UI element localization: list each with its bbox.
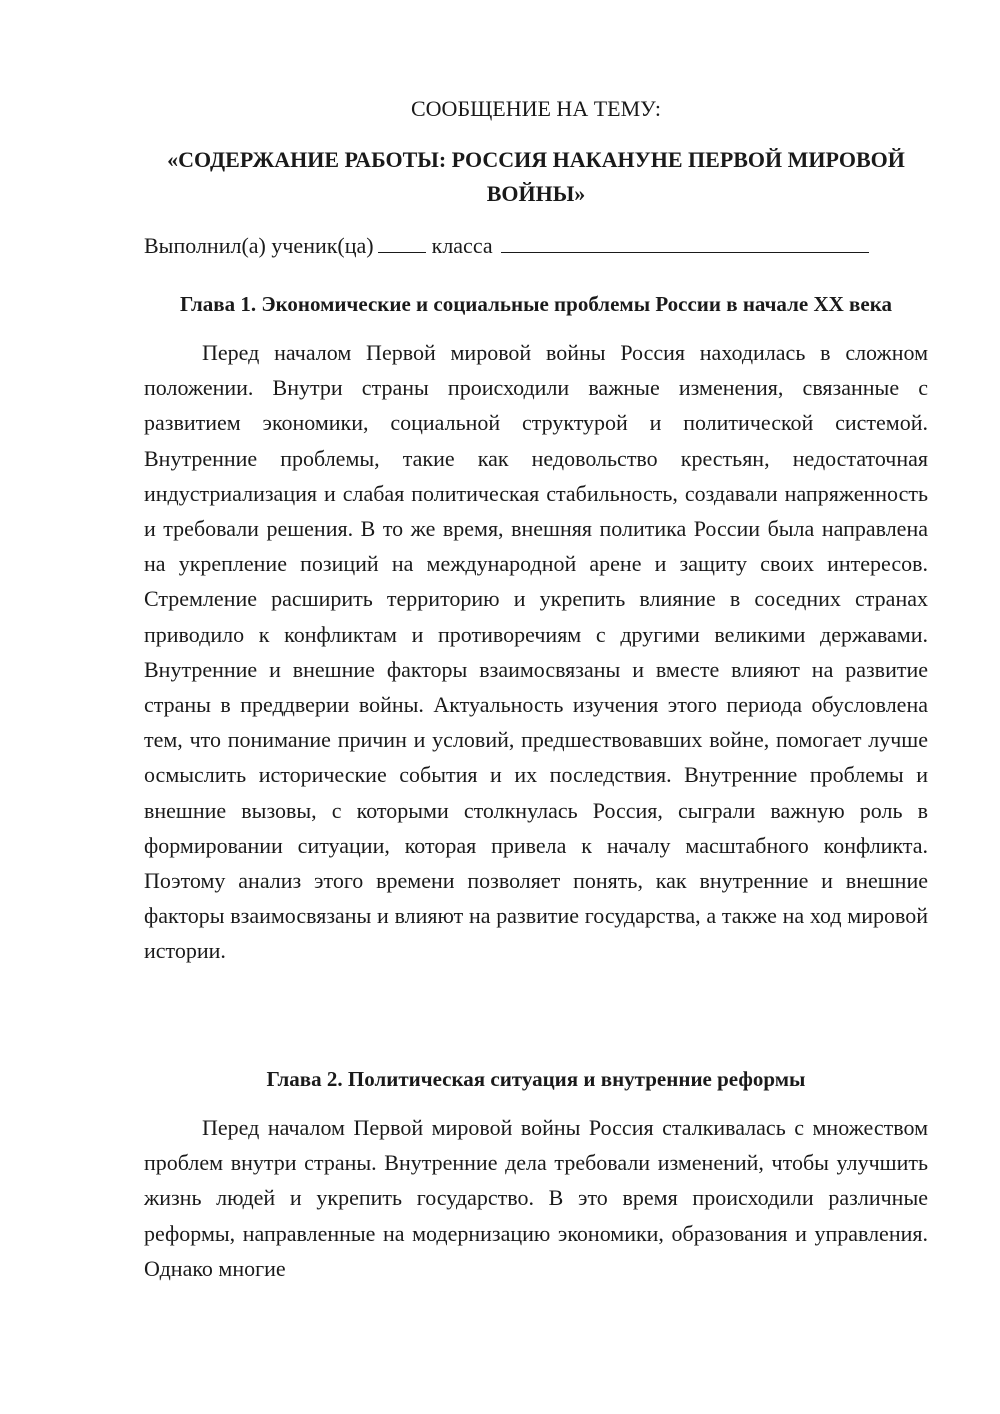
chapter-2-heading: Глава 2. Политическая ситуация и внутренние реформы xyxy=(266,1067,806,1091)
document-title xyxy=(144,143,928,211)
author-line xyxy=(144,231,928,261)
report-label: СООБЩЕНИЕ НА ТЕМУ: xyxy=(411,96,661,121)
name-blank-field[interactable] xyxy=(501,231,869,253)
performed-by-label: Выполнил(а) ученик(ца) xyxy=(144,233,374,258)
chapter-1-paragraph: Перед началом Первой мировой войны Россия находилась в сложном положении. Внутри страны происходили важные изменения, связанные с развитием экономики, социальной структурой и политической системой. Внутренние проблемы, такие как недовольство крестьян, недостаточная индустриализация и слабая политическая стабильность, создавали напряженность и требовали решения. В то же время, внешняя политика России была направлена на укрепление позиций на международной арене и защиту своих интересов. Стремление расширить территорию и укрепить влияние в соседних странах приводило к конфликтам и противоречиям с другими великими державами. Внутренние и внешние факторы взаимосвязаны и вместе влияют на развитие страны в преддверии войны. Актуальность изучения этого периода обусловлена тем, что понимание причин и условий, предшествовавших войне, помогает лучше осмыслить исторические события и их последствия. Внутренние проблемы и внешние вызовы, с которыми столкнулась Россия, сыграли важную роль в формировании ситуации, которая привела к началу масштабного конфликта. Поэтому анализ этого времени позволяет понять, как внутренние и внешние факторы взаимосвязаны и влияют на развитие государства, а также на ход мировой истории. xyxy=(144,340,928,964)
chapter-2-paragraph: Перед началом Первой мировой войны Россия сталкивалась с множеством проблем внутри страны. Внутренние дела требовали изменений, чтобы улучшить жизнь людей и укрепить государство. В это время происходили различные реформы, направленные на модернизацию экономики, образования и управления. Однако многие xyxy=(144,1115,928,1281)
chapter-1-heading: Глава 1. Экономические и социальные проблемы России в начале XX века xyxy=(179,292,892,316)
document-title-text: «СОДЕРЖАНИЕ РАБОТЫ: РОССИЯ НАКАНУНЕ ПЕРВОЙ МИРОВОЙ ВОЙНЫ» xyxy=(167,147,905,206)
class-label: класса xyxy=(431,233,493,258)
class-blank-field[interactable] xyxy=(378,231,426,253)
